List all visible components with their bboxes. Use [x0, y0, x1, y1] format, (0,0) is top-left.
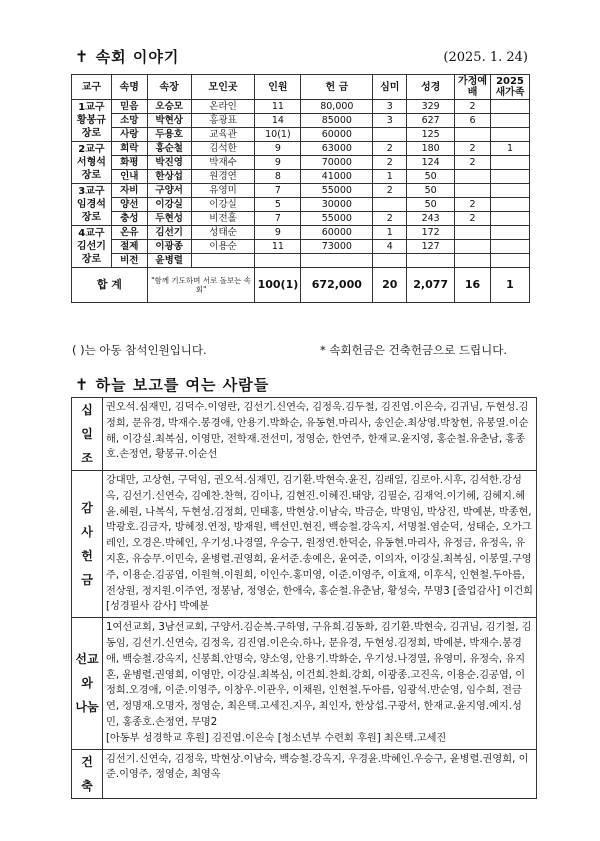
attendance: 7: [255, 184, 301, 198]
location: 온라인: [191, 100, 255, 114]
offering: 80,000: [301, 100, 373, 114]
report-date: (2025. 1. 24): [443, 50, 528, 65]
total-row: [72, 268, 530, 303]
donor-names: 1여선교회, 3남선교회, 구양서.김순복.구하영, 구유희.김동화, 김기환.박현숙, 김귀님, 김기철, 김동임, 김선기.신연숙, 김정욱, 김진엽.이은숙.하나, 문유경, 두현성.김정희, 박예분, 박재수.봉경애, 백승철.강옥지, 신봉희.안명숙, 양소영, 안용기.박화순, 우기성.나경열, 유영미, 유정숙, 유지혼, 윤병렬.권영희, 이영만, 이강실.최복심, 이건희.찬희.강희, 이광종.고진옥, 이용순.김공엽, 이정희.오경애, 이준.이영주, 이창우.이관우, 이채원, 인현철.두아름, 임광석.반순영, 임수희, 전금연, 정명재.오명자, 정영순, 최은택.고세진.지우, 최인자, 한상섭.구광서, 한재교.윤지영.예지.성민, 홍종호.손정연, 무명2 [아동부 성경학교 후원] 김진엽.이은숙 [청소년부 수련회 후원] 최은택.고세진: [103, 618, 537, 749]
simi: 2: [373, 184, 407, 198]
offering: 70000: [301, 156, 373, 170]
attendance: 5: [255, 198, 301, 212]
simi: [373, 254, 407, 268]
new-family: [490, 212, 529, 226]
column-header: 2025 새가족: [490, 75, 529, 100]
table-row: [72, 114, 530, 128]
section-title-text: 속회 이야기: [95, 48, 180, 66]
table-row: [72, 128, 530, 142]
worship: 6: [455, 114, 491, 128]
cell-name: 자비: [111, 184, 147, 198]
donor-category: 건 축: [72, 749, 103, 798]
worship: [455, 184, 491, 198]
table-row: [72, 156, 530, 170]
table-row: [72, 184, 530, 198]
bible: 127: [407, 240, 455, 254]
cell-name: 소망: [111, 114, 147, 128]
bible: 172: [407, 226, 455, 240]
column-header: 교구: [72, 75, 112, 100]
location: 박재수: [191, 156, 255, 170]
cell-name: 희락: [111, 142, 147, 156]
offering-note: * 속회헌금은 건축헌금으로 드립니다.: [320, 343, 508, 357]
donor-row: [72, 618, 537, 749]
leader: 두용호: [147, 128, 191, 142]
bible: 124: [407, 156, 455, 170]
leader: 구양서: [147, 184, 191, 198]
section-title-donors: [75, 374, 269, 395]
location: 이강실: [191, 198, 255, 212]
location: 홍광표: [191, 114, 255, 128]
simi: 2: [373, 156, 407, 170]
offering: 73000: [301, 240, 373, 254]
cell-report-table: [71, 74, 530, 303]
attendance: [255, 254, 301, 268]
location: 성태순: [191, 226, 255, 240]
offering: 41000: [301, 170, 373, 184]
column-header: 인원: [255, 75, 301, 100]
offering: 55000: [301, 184, 373, 198]
new-family: [490, 254, 529, 268]
column-header: 모인곳: [191, 75, 255, 100]
bible: 329: [407, 100, 455, 114]
column-header: 가정예배: [455, 75, 491, 100]
column-header: 심미: [373, 75, 407, 100]
new-family: [490, 170, 529, 184]
simi: 2: [373, 142, 407, 156]
attendance: 10(1): [255, 128, 301, 142]
cell-name: 온유: [111, 226, 147, 240]
leader: 이광종: [147, 240, 191, 254]
simi: 3: [373, 100, 407, 114]
simi: 1: [373, 170, 407, 184]
table-row: [72, 198, 530, 212]
leader: 오승모: [147, 100, 191, 114]
donor-category: 감 사 헌 금: [72, 471, 103, 618]
attendance: 7: [255, 212, 301, 226]
offering: 63000: [301, 142, 373, 156]
worship: 2: [455, 198, 491, 212]
leader: 두현성: [147, 212, 191, 226]
bible: 627: [407, 114, 455, 128]
attendance: 11: [255, 100, 301, 114]
bible: 50: [407, 184, 455, 198]
cell-name: 믿음: [111, 100, 147, 114]
new-family: [490, 114, 529, 128]
cross-icon: ✝: [75, 375, 90, 394]
worship: 2: [455, 212, 491, 226]
donor-names: 권오석.심재민, 김덕수.이영란, 김선기.신연숙, 김정욱.김두철, 김진엽.이은숙, 김귀님, 두현성.김정희, 문유경, 박재수.봉경애, 안용기.박화순, 유동현.마리사, 송인순.최상영.박창현, 유봉열.이순해, 이강실.최복심, 이영만, 전학재.전선미, 정영순, 한연주, 한재교.윤지영, 홍순철.유춘남, 홍종호.손정연, 황봉규.이순선: [103, 398, 537, 471]
district-label: 4교구 김선기 장로: [72, 226, 112, 268]
donor-category: 십 일 조: [72, 398, 103, 471]
simi: 1: [373, 226, 407, 240]
bible: 50: [407, 198, 455, 212]
leader: 윤병렬: [147, 254, 191, 268]
column-header: 속장: [147, 75, 191, 100]
total-new: 1: [490, 268, 529, 303]
worship: [455, 226, 491, 240]
leader: 홍순철: [147, 142, 191, 156]
new-family: [490, 184, 529, 198]
attendance: 11: [255, 240, 301, 254]
new-family: [490, 198, 529, 212]
bible: 125: [407, 128, 455, 142]
attendance: 14: [255, 114, 301, 128]
donor-row: [72, 398, 537, 471]
worship: [455, 128, 491, 142]
simi: 3: [373, 114, 407, 128]
district-label: 3교구 임경석 장로: [72, 184, 112, 226]
new-family: [490, 240, 529, 254]
leader: 이강실: [147, 198, 191, 212]
table-row: [72, 212, 530, 226]
donor-category: 선교 와 나눔: [72, 618, 103, 749]
attendance: 9: [255, 226, 301, 240]
district-label: 1교구 황봉규 장로: [72, 100, 112, 142]
bible: 50: [407, 170, 455, 184]
offering: 60000: [301, 226, 373, 240]
leader: 한상섭: [147, 170, 191, 184]
worship: [455, 240, 491, 254]
table-row: [72, 240, 530, 254]
leader: 박현상: [147, 114, 191, 128]
simi: 4: [373, 240, 407, 254]
column-header: 헌 금: [301, 75, 373, 100]
worship: [455, 254, 491, 268]
cell-name: 절제: [111, 240, 147, 254]
table-row: [72, 142, 530, 156]
cell-name: 충성: [111, 212, 147, 226]
location: 원경연: [191, 170, 255, 184]
cell-name: 비전: [111, 254, 147, 268]
simi: 2: [373, 212, 407, 226]
offering: 30000: [301, 198, 373, 212]
offering: 55000: [301, 212, 373, 226]
location: 김석한: [191, 142, 255, 156]
new-family: [490, 100, 529, 114]
total-simi: 20: [373, 268, 407, 303]
cell-name: 양선: [111, 198, 147, 212]
total-label: 합 계: [72, 268, 148, 303]
section-title-cell-stories: [75, 46, 179, 67]
section-title-text: 하늘 보고를 여는 사람들: [95, 376, 270, 394]
location: 유영미: [191, 184, 255, 198]
leader: 박진영: [147, 156, 191, 170]
cell-name: 화평: [111, 156, 147, 170]
child-note: ( )는 아동 참석인원입니다.: [72, 343, 207, 357]
offering: 60000: [301, 128, 373, 142]
table-row: [72, 100, 530, 114]
worship: 2: [455, 100, 491, 114]
table-row: [72, 254, 530, 268]
table-row: [72, 170, 530, 184]
new-family: [490, 128, 529, 142]
offering: [301, 254, 373, 268]
cell-motto: "함께 기도하며 서로 돌보는 속회": [147, 268, 255, 303]
bible: 243: [407, 212, 455, 226]
attendance: 9: [255, 142, 301, 156]
attendance: 8: [255, 170, 301, 184]
worship: 2: [455, 156, 491, 170]
donor-row: [72, 749, 537, 798]
location: 비전홀: [191, 212, 255, 226]
total-bible: 2,077: [407, 268, 455, 303]
column-header: 속명: [111, 75, 147, 100]
table-header-row: [72, 75, 530, 100]
new-family: 1: [490, 142, 529, 156]
cell-name: 인내: [111, 170, 147, 184]
donor-table: [71, 397, 537, 799]
location: 교육관: [191, 128, 255, 142]
worship: [455, 170, 491, 184]
total-worship: 16: [455, 268, 491, 303]
district-label: 2교구 서형석 장로: [72, 142, 112, 184]
total-people: 100(1): [255, 268, 301, 303]
simi: [373, 128, 407, 142]
worship: 2: [455, 142, 491, 156]
attendance: 9: [255, 156, 301, 170]
simi: [373, 198, 407, 212]
bible: 180: [407, 142, 455, 156]
donor-names: 김선기.신연숙, 김정욱, 박현상.이남숙, 백승철.강옥지, 우경윤.박혜인.우승구, 윤병렬.권영희, 이준.이영주, 정영순, 최영옥: [103, 749, 537, 798]
column-header: 성경: [407, 75, 455, 100]
cross-icon: ✝: [75, 47, 90, 66]
leader: 김선기: [147, 226, 191, 240]
location: [191, 254, 255, 268]
table-row: [72, 226, 530, 240]
bible: [407, 254, 455, 268]
new-family: [490, 156, 529, 170]
cell-name: 사랑: [111, 128, 147, 142]
offering: 85000: [301, 114, 373, 128]
total-offering: 672,000: [301, 268, 373, 303]
donor-row: [72, 471, 537, 618]
donor-names: 강대만, 고상현, 구덕임, 권오석.심재민, 김기환.박현숙.윤진, 김래일, 김로아.시후, 김석한.강성옥, 김선기.신연숙, 김예찬.찬혁, 김이나, 김현진.이혜진.태양, 김필순, 김재억.이기혜, 김혜지.혜윤.혜원, 나복식, 두현성.김정희, 민태홍, 박현상.이남숙, 박금순, 박명임, 박상진, 박예분, 박종현, 박광호.김금자, 방혜정.연정, 방재원, 백선민.현진, 백승철.강옥지, 서명철.염순덕, 성태순, 오가그레인, 오경은.박혜인, 우기성.나경열, 우승구, 원정연.한덕순, 유동현.마리사, 유정금, 유정옥, 유지혼, 유승무.이민숙, 윤병렬.권영희, 윤서준.송예은, 윤여준, 이의자, 이강실.최복심, 이봉열.구영주, 이용순.김공엽, 이원혁.이원희, 이인수.홍미영, 이준.이영주, 이효재, 이후식, 인현철.두아름, 전상원, 정지원.이주연, 정봉남, 정영순, 한애숙, 홍순철.유춘남, 황성숙, 무명3 [줄업감사] 이건희 [성경필사 감사] 박예분: [103, 471, 537, 618]
location: 이용순: [191, 240, 255, 254]
new-family: [490, 226, 529, 240]
